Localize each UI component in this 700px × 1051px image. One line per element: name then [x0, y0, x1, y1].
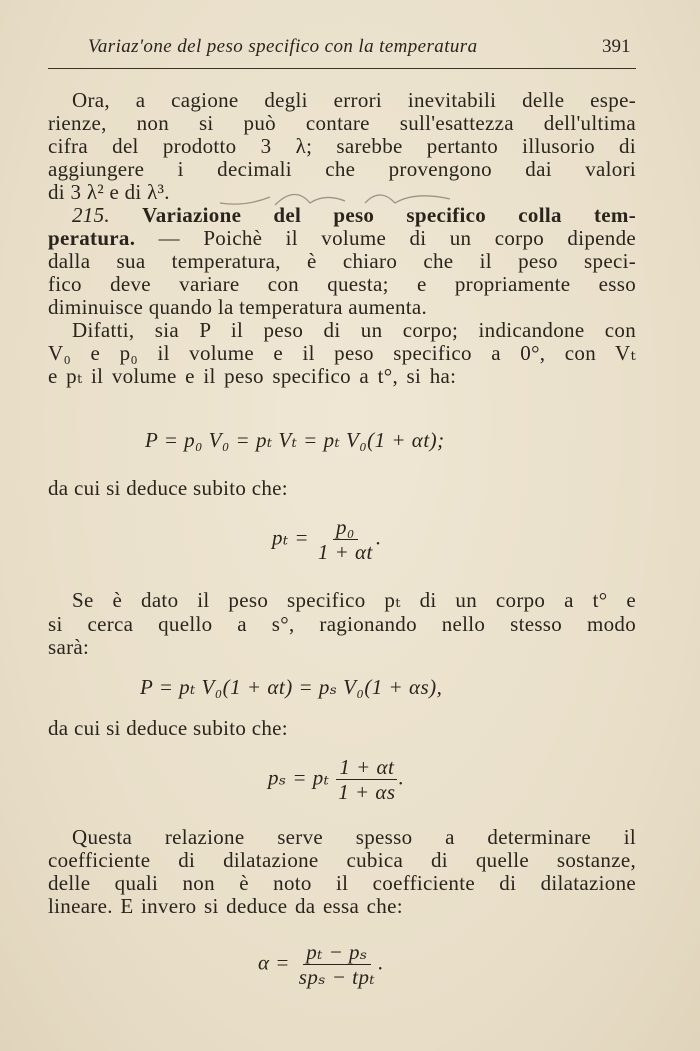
section-heading-line — [72, 204, 636, 227]
text-line: Ora, a cagione degli errori inevitabili delle espe- — [72, 88, 636, 112]
section-text: — Poichè il volume di un corpo dipende — [135, 226, 636, 250]
equation-1: P = p₀ V₀ = pₜ Vₜ = pₜ V₀(1 + αt); — [145, 428, 445, 452]
text-line: e pₜ il volume e il peso specifico a t°, si ha: — [48, 364, 457, 388]
numerator: pₜ − pₛ — [303, 940, 370, 965]
eq-end: . — [375, 525, 382, 550]
eq-lhs: α = — [258, 950, 290, 975]
text-line: coefficiente di dilatazione cubica di quelle sostanze, — [48, 848, 636, 872]
denominator: spₛ − tpₜ — [298, 965, 376, 989]
section-title: Variazione del peso specifico colla tem- — [142, 203, 636, 227]
denominator: 1 + αs — [338, 780, 396, 804]
equation-4 — [268, 755, 404, 804]
eq-lhs: pₛ = pₜ — [268, 765, 330, 790]
text-line: fico deve variare con questa; e propriamente esso — [48, 272, 636, 296]
fraction — [296, 940, 378, 989]
text-line: da cui si deduce subito che: — [48, 476, 288, 500]
page-number: 391 — [602, 36, 631, 57]
eq-lhs: pₜ = — [272, 525, 310, 550]
text-line: diminuisce quando la temperatura aumenta. — [48, 295, 428, 319]
running-title: Variaz'one del peso specifico con la temperatura — [88, 36, 478, 57]
text-line: Questa relazione serve spesso a determinare il — [72, 825, 636, 849]
fraction — [315, 515, 376, 564]
text-line: aggiungere i decimali che provengono dai valori — [48, 157, 636, 181]
fraction — [335, 755, 398, 804]
equation-3: P = pₜ V₀(1 + αt) = pₛ V₀(1 + αs), — [140, 675, 443, 699]
text-line: da cui si deduce subito che: — [48, 716, 288, 740]
header-rule — [48, 68, 636, 69]
text-line: lineare. E invero si deduce da essa che: — [48, 894, 403, 918]
numerator: 1 + αt — [336, 755, 397, 780]
text-line: rienze, non si può contare sull'esattezza dell'ultima — [48, 111, 636, 135]
section-number: 215. — [72, 203, 110, 227]
denominator: 1 + αt — [317, 540, 373, 564]
text-line: Difatti, sia P il peso di un corpo; indicandone con — [72, 318, 636, 342]
text-line: sarà: — [48, 635, 90, 659]
text-line — [48, 227, 636, 250]
text-line: Se è dato il peso specifico pₜ di un corpo a t° e — [72, 588, 636, 612]
text-line: dalla sua temperatura, è chiaro che il peso speci- — [48, 249, 636, 273]
eq-end: . — [378, 950, 384, 975]
text-line: di 3 λ² e di λ³. — [48, 180, 170, 204]
text-line: V₀ e p₀ il volume e il peso specifico a 0°, con Vₜ — [48, 341, 636, 365]
text-line: delle quali non è noto il coefficiente di dilatazione — [48, 871, 636, 895]
section-title-cont: peratura. — [48, 226, 136, 250]
text-line: si cerca quello a s°, ragionando nello stesso modo — [48, 612, 636, 636]
eq-end: . — [398, 765, 405, 790]
numerator: p₀ — [333, 515, 358, 540]
equation-2 — [272, 515, 382, 564]
equation-5 — [258, 940, 384, 989]
text-line: cifra del prodotto 3 λ; sarebbe pertanto illusorio di — [48, 134, 636, 158]
